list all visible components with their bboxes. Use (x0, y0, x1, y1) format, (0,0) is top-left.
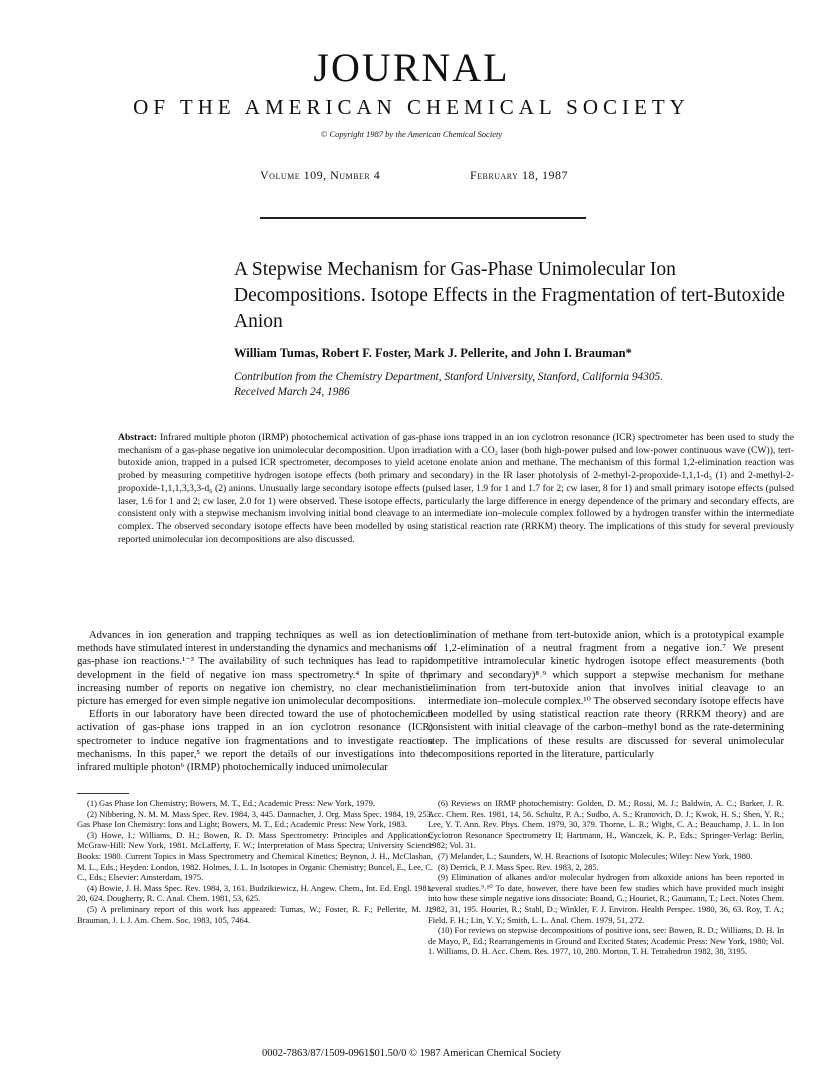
footnote: (8) Derrick, P. J. Mass Spec. Rev. 1983, 2, 285. (438, 861, 599, 872)
journal-title: JOURNAL (313, 45, 510, 90)
abstract-text: Infrared multiple photon (IRMP) photochemical activation of gas-phase ions trapped in an ion cyclotron resonance (ICR) spectrometer has been used to study the mechanism of a gas-phase negative ion unimolecular decomposition. Upon irradiation with a CO₂ laser (both high-power pulsed and low-power continuous wave (CW)), tert-butoxide anion, trapped in a pulsed ICR spectrometer, decomposes to yield acetone enolate anion and methane. The mechanism of this formal 1,2-elimination reaction was probed by measuring competitive hydrogen isotope effects (both primary and secondary) in the IR laser photolysis of 2-methyl-2-propoxide-1,1,1-d₃ (1) and 2-methyl-2-propoxide-1,1,1,3,3,3-d₆ (2) anions. Unusually large secondary isotope effects (pulsed laser, 1.9 for 1 and 1.7 for 2; cw laser, 8 for 1) and small primary isotope effects (pulsed laser, 1.6 for 1 and 2; cw laser, 2.0 for 1) were observed. These isotope effects, particularly the large difference in energy dependence of the primary and secondary effects, are consistent only with a stepwise mechanism involving initial bond cleavage to an intermediate ion–molecule complex followed by a hydrogen transfer within the intermediate complex. The observed secondary isotope effects have been modelled by using statistical reaction rate (RRKM) theory. The implications of this study for several previously reported unimolecular ion decompositions are also discussed. (118, 432, 794, 545)
footnote: (7) Melander, L.; Saunders, W. H. Reactions of Isotopic Molecules; Wiley: New York, 1980. (438, 850, 753, 861)
issue-date: February 18, 1987 (470, 168, 568, 182)
footnote: (4) Bowie, J. H. Mass Spec. Rev. 1984, 3, 161. Budzikiewicz, H. Angew. Chem., Int. Ed. Engl. 1981, 20, 624. Dougherty, R. C. Anal. Chem. 1981, 53, 625. (77, 882, 433, 904)
body-paragraph: Advances in ion generation and trapping techniques as well as ion detection methods have stimulated interest in understanding the dynamics and mechanisms of gas-phase ion reactions.¹⁻³ The availability of such techniques has lead to rapid development in the field of negative ion mass spectrometry.⁴ In spite of the increasing number of reports on negative ion chemistry, no clear mechanistic picture has emerged for even simple negative ion unimolecular decompositions. (77, 630, 433, 708)
body-column-right (428, 629, 784, 761)
copyright-line: © Copyright 1987 by the American Chemical Society (320, 129, 503, 139)
footnote: (3) Howe, I.; Williams, D. H.; Bowen, R. D. Mass Spectrometry: Principles and Applications; McGraw-Hill: New York, 1981. McLafferty, F. W.; Interpretation of Mass Spectra; University Science Books: 1980. Current Topics in Mass Spectrometry and Chemical Kinetics; Beynon, J. H., McClashan, M. L., Eds.; Heyden: London, 1982. Holmes, J. L. In Isotopes in Organic Chemistry; Buncel, E., Lee, C. C., Eds.; Elsevier: Amsterdam, 1975. (77, 829, 433, 883)
header-rule (260, 217, 586, 219)
page-footer: 0002-7863/87/1509-0961$01.50/0 © 1987 American Chemical Society (261, 1048, 562, 1059)
footnote: (1) Gas Phase Ion Chemistry; Bowers, M. T., Ed.; Academic Press: New York, 1979. (87, 798, 375, 808)
footnotes-left (77, 798, 433, 925)
abstract-label: Abstract: (118, 432, 158, 443)
footnote: (2) Nibbering, N. M. M. Mass Spec. Rev. 1984, 3, 445. Dannacher, J. Org. Mass Spec. 1984, 19, 253. Gas Phase Ion Chemistry: Ions and Light; Bowers, M. T., Ed.; Academic Press: New York, 1983. (77, 808, 433, 830)
journal-subtitle: OF THE AMERICAN CHEMICAL SOCIETY (133, 95, 690, 119)
body-column-left (77, 629, 433, 774)
affiliation-text: Contribution from the Chemistry Department, Stanford University, Stanford, California 94305. (234, 371, 663, 383)
footnote: (9) Elimination of alkanes and/or molecular hydrogen from alkoxide anions has been reported in several studies.⁹˒¹⁰ To date, however, there have been few studies which have provided much insight into how these simple negative ions dissociate: Boand, G.; Houriet, R.; Gaumann, T.; Lect. Notes Chem. 1982, 31, 195. Houriet, R.; Stahl, D.; Winkler, F. J. Environ. Health Perspec. 1980, 36, 63. Roy, T. A.; Field, F. H.; Lin, Y. Y.; Smith, L. L. Anal. Chem. 1979, 51, 272. (428, 872, 784, 925)
body-paragraph: Efforts in our laboratory have been directed toward the use of photochemical activation of gas-phase ions trapped in an ion cyclotron resonance (ICR) spectrometer to induce negative ion fragmentations and to investigate reaction mechanisms. In this paper,⁵ we report the details of our investigations into the infrared multiple photon⁶ (IRMP) photochemically induced unimolecular (77, 709, 433, 774)
body-paragraph: elimination of methane from tert-butoxide anion, which is a prototypical example of 1,2-elimination of a neutral fragment from a negative ion.⁷ We present competitive intramolecular kinetic hydrogen isotope effect measurements (both primary and secondary)⁸˒⁹ which support a stepwise mechanism for methane elimination from tert-butoxide anion that involves initial cleavage to an intermediate ion–molecule complex.¹⁰ The observed secondary isotope effects have been modelled by using statistical reaction rate theory (RRKM theory) and are consistent with initial cleavage of the carbon–methyl bond as the rate-determining step. The implications of these results are discussed for several unimolecular decompositions reported in the literature, particularly (428, 630, 784, 760)
volume-number: Volume 109, Number 4 (260, 168, 381, 182)
footnote: (5) A preliminary report of this work has appeared: Tumas, W.; Foster, R. F.; Pellerite, M. J.; Brauman, J. I. J. Am. Chem. Soc. 1983, 105, 7464. (77, 903, 433, 925)
article-title: A Stepwise Mechanism for Gas-Phase Unimolecular Ion Decompositions. Isotope Effects in the Fragmentation of tert-Butoxide Anion (234, 259, 785, 332)
footnote: (6) Reviews on IRMP photochemistry: Golden, D. M.; Rossi, M. J.; Baldwin, A. C.; Barker, J. R. Acc. Chem. Res. 1981, 14, 56. Schultz, P. A.; Sudbo, A. S.; Kranovich, D. J.; Kwok, H. S.; Shen, Y. R.; Lee, Y. T. Ann. Rev. Phys. Chem. 1979, 30, 379. Thorne, L. R.; Wight, C. A.; Beauchamp, J. L. In Ion Cyclotron Resonance Spectrometry II; Hartmann, H., Wanczek, K. P., Eds.; Springer-Verlag: Berlin, 1982; Vol. 31. (428, 798, 784, 851)
author-list: William Tumas, Robert F. Foster, Mark J. Pellerite, and John I. Brauman* (234, 346, 632, 360)
footnote: (10) For reviews on stepwise decompositions of positive ions, see: Bowen, R. D.; Williams, D. H. In de Mayo, P., Ed.; Rearrangements in Ground and Excited States; Academic Press: New York, 1980; Vol. 1. Williams, D. H. Acc. Chem. Res. 1977, 10, 280. Morton, T. H. Tetrahedron 1982, 38, 3195. (428, 925, 784, 957)
footnotes-right (428, 798, 784, 957)
abstract (118, 432, 794, 546)
received-date: Received March 24, 1986 (234, 386, 350, 398)
footnote-rule (77, 793, 129, 794)
affiliation (234, 370, 814, 400)
